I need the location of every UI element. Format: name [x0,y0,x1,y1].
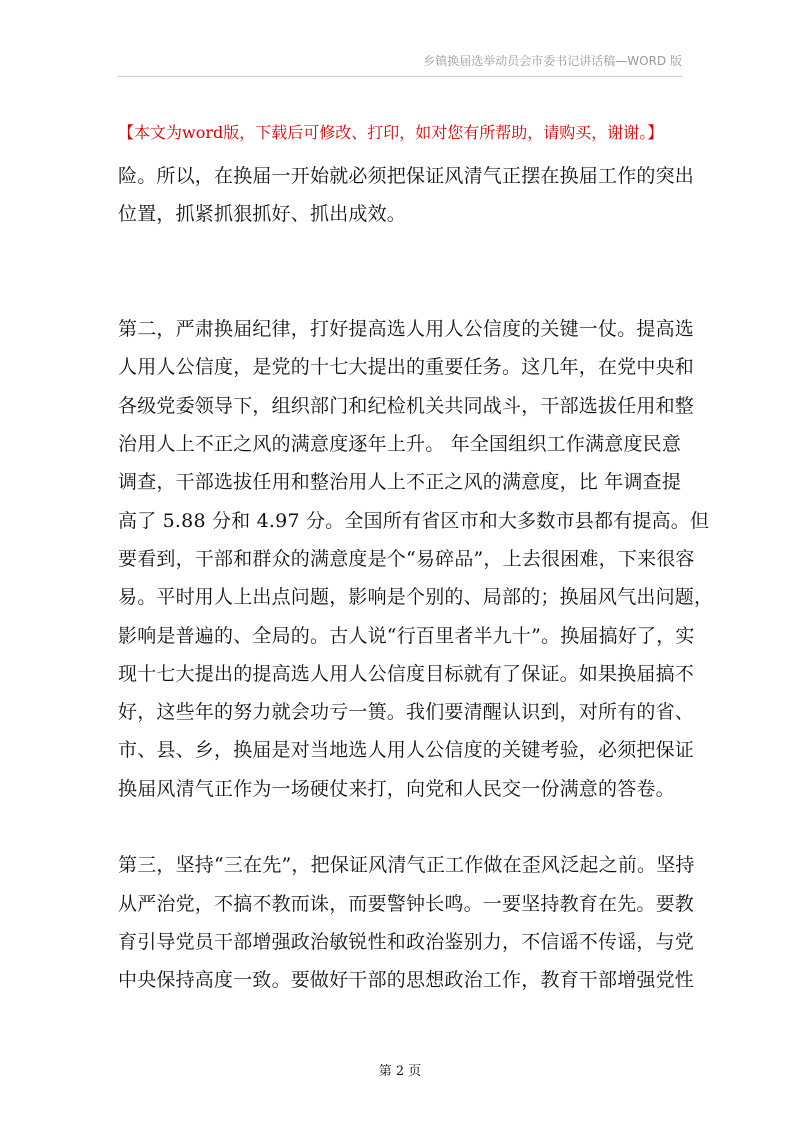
text-line: 市、县、乡，换届是对当地选人用人公信度的关键考验，必须把保证 [118,739,695,762]
document-header-title: 乡镇换届选举动员会市委书记讲话稿—WORD 版 [423,54,682,68]
text-line: 影响是普遍的、全局的。古人说“行百里者半九十”。换届搞好了，实 [118,624,695,647]
text-line: 要看到，干部和群众的满意度是个“易碎品”，上去很困难，下来很容 [118,547,695,570]
text-line: 人用人公信度，是党的十七大提出的重要任务。这几年，在党中央和 [118,356,695,379]
text-line: 各级党委领导下，组织部门和纪检机关共同战斗，干部选拔任用和整 [118,394,695,417]
text-line: 现十七大提出的提高选人用人公信度目标就有了保证。如果换届搞不 [118,662,695,685]
text-line: 换届风清气正作为一场硬仗来打，向党和人民交一份满意的答卷。 [118,777,675,800]
text-line: 从严治党，不搞不教而诛，而要警钟长鸣。一要坚持教育在先。要教 [118,892,695,915]
text-line: 中央保持高度一致。要做好干部的思想政治工作，教育干部增强党性 [118,969,695,992]
text-line: 育引导党员干部增强政治敏锐性和政治鉴别力，不信谣不传谣，与党 [118,930,695,953]
paragraph [118,846,695,999]
text-line: 险。所以，在换届一开始就必须把保证风清气正摆在换届工作的突出 [118,165,695,187]
download-notice: 【本文为word版，下载后可修改、打印，如对您有所帮助，请购买，谢谢。】 [118,123,664,142]
paragraph [118,157,695,234]
text-line: 易。平时用人上出点问题，影响是个别的、局部的；换届风气出问题， [118,586,714,609]
document-body [118,157,714,1000]
page-number: 第 2 页 [378,1064,422,1079]
text-line: 第二，严肃换届纪律，打好提高选人用人公信度的关键一仗。提高选 [118,318,695,341]
text-line: 调查，干部选拔任用和整治用人上不正之风的满意度，比 年调查提 [118,471,682,494]
header-divider [118,76,682,77]
text-line: 第三，坚持“三在先”，把保证风清气正工作做在歪风泛起之前。坚持 [118,854,695,877]
text-line: 好，这些年的努力就会功亏一篑。我们要清醒认识到，对所有的省、 [118,701,695,724]
text-line: 治用人上不正之风的满意度逐年上升。 年全国组织工作满意度民意 [118,433,682,456]
paragraph-gap [118,234,684,272]
text-line: 高了 5.88 分和 4.97 分。全国所有省区市和大多数市县都有提高。但 [118,509,710,532]
text-line: 位置，抓紧抓狠抓好、抓出成效。 [118,203,407,226]
paragraph-gap [118,808,684,846]
paragraph-gap [118,272,684,310]
paragraph [118,310,714,808]
